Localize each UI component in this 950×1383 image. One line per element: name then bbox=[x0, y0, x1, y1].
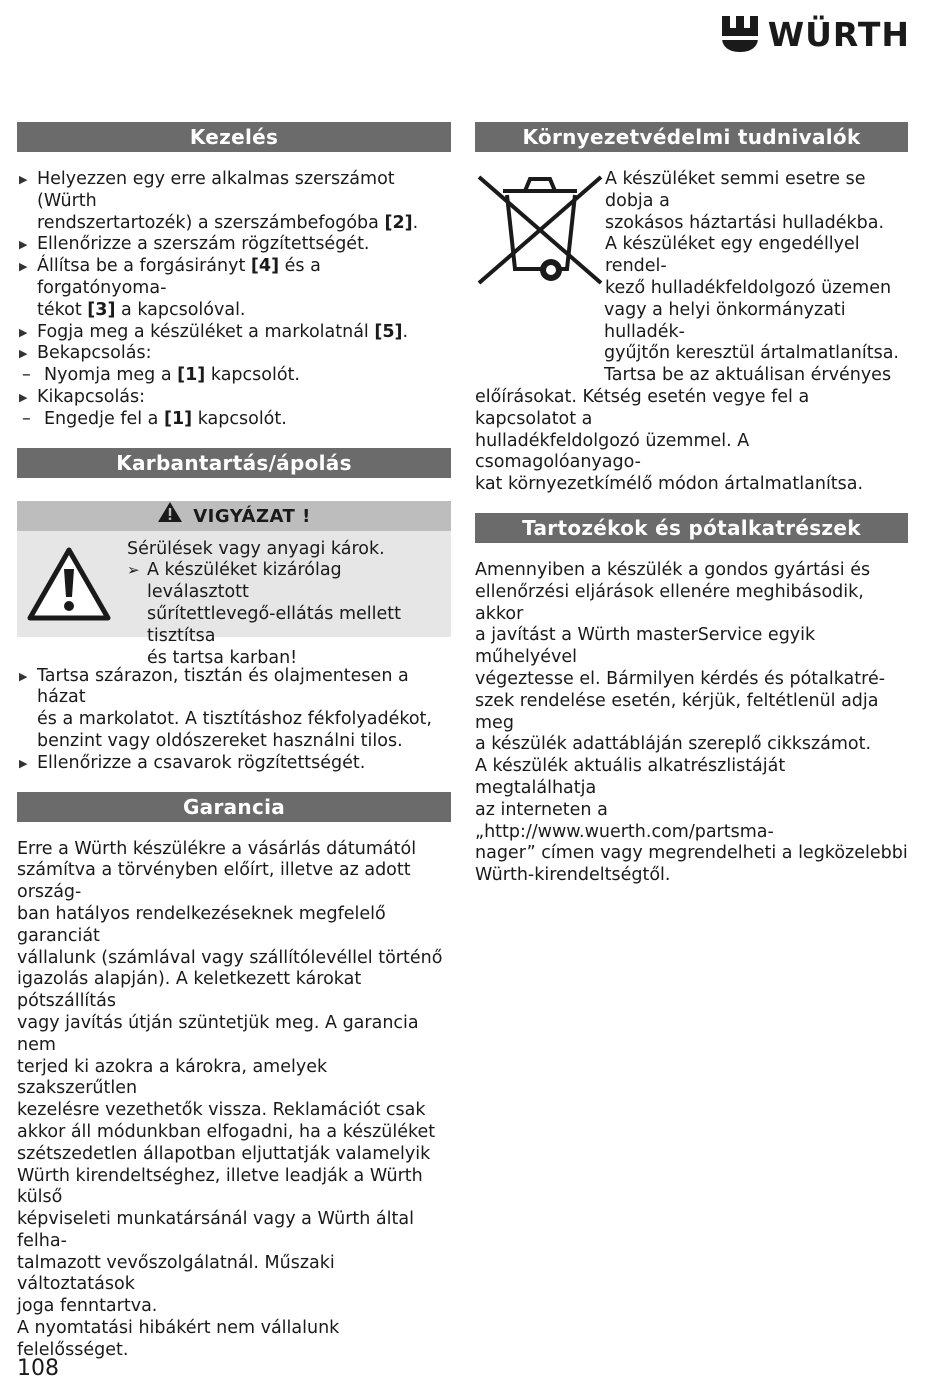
tartozekok-text: Amennyiben a készülék a gondos gyártási és ellenőrzési eljárások ellenére meghibásodik, akkor a javítást a Würth masterService egyik műhelyével végeztesse el. Bármilyen kérdés és pótalkatré- szek rendelése esetén, kérjük, feltétlenül adja meg a készülék adattábláján szereplő cikkszámot. A készülék aktuális alkatrészlistáját megtalálhatja az interneten a „http://www.wuerth.com/partsma- nager” címen vagy megrendelheti a legközelebbi Würth-kirendeltségtől. bbox=[475, 559, 908, 886]
section-header-karbantartas: Karbantartás/ápolás bbox=[17, 448, 451, 478]
section-header-kornyezet: Környezetvédelmi tudnivalók bbox=[475, 122, 908, 152]
left-column bbox=[17, 122, 451, 1362]
warning-text bbox=[127, 539, 447, 670]
page-number: 108 bbox=[17, 1356, 59, 1381]
section-header-kezeles: Kezelés bbox=[17, 122, 451, 152]
warning-box bbox=[17, 501, 451, 668]
warning-header bbox=[17, 501, 451, 531]
list-item: ▶ Tartsa szárazon, tisztán és olajmentesen a házat és a markolatot. A tisztításhoz fékfolyadékot, benzint vagy oldószereket használni tilos. bbox=[17, 666, 451, 753]
right-column bbox=[475, 122, 908, 887]
warning-instruction: ➢ A készüléket kizárólag leválasztott sűrítettlevegő-ellátás mellett tisztítsa és tartsa karban! bbox=[127, 560, 447, 669]
karbantartas-list bbox=[17, 666, 451, 775]
warning-body bbox=[17, 531, 451, 668]
wurth-logo-icon bbox=[720, 14, 760, 54]
list-item: ▶ Helyezzen egy erre alkalmas szerszámot (Würth rendszertartozék) a szerszámbefogóba [2]. bbox=[17, 169, 451, 234]
section-header-garancia: Garancia bbox=[17, 792, 451, 822]
list-item: ▶ Állítsa be a forgásirányt [4] és a forgatónyoma- tékot [3] a kapcsolóval. bbox=[17, 256, 451, 321]
kezeles-list bbox=[17, 169, 451, 431]
list-item: ▶ Kikapcsolás: bbox=[17, 387, 451, 409]
wurth-logo bbox=[720, 14, 910, 54]
crossed-out-bin-icon bbox=[475, 169, 605, 289]
list-item: ▶ Bekapcsolás: bbox=[17, 343, 451, 365]
warning-title: VIGYÁZAT ! bbox=[193, 505, 311, 527]
list-item: ▶ Ellenőrizze a csavarok rögzítettségét. bbox=[17, 753, 451, 775]
warning-triangle-icon bbox=[157, 501, 183, 533]
garancia-text: Erre a Würth készülékre a vásárlás dátumától számítva a törvényben előírt, illetve az adott ország- ban hatályos rendelkezéseknek megfelelő garanciát vállalunk (számlával vagy szállítólevéllel történő igazolás alapján). A keletkezett károkat pótszállítás vagy javítás útján szüntetjük meg. A garancia nem terjed ki azokra a károkra, amelyek szakszerűtlen kezelésre vezethetők vissza. Reklamációt csak akkor áll módunkban elfogadni, ha a készüléket szétszedetlen állapotban eljuttatják valamelyik Würth kirendeltséghez, illetve leadják a Würth külső képviseleti munkatársánál vagy a Würth által felha- talmazott vevőszolgálatnál. Műszaki változtatások joga fenntartva. A nyomtatási hibákért nem vállalunk felelősséget. bbox=[17, 838, 443, 1360]
list-item: – Nyomja meg a [1] kapcsolót. bbox=[17, 365, 451, 387]
kornyezet-text: A készüléket semmi esetre se dobja a szokásos háztartási hulladékba. A készüléket egy engedéllyel rendel- kező hulladékfeldolgozó üzemen vagy a helyi önkormányzati hulladék- gyűjtőn keresztül ártalmatlanítsa. Tartsa be az aktuálisan érvényes előírásokat. Kétség esetén vegye fel a kapcsolatot a hulladékfeldolgozó üzemmel. A csomagolóanyago- kat környezetkímélő módon ártalmatlanítsa. bbox=[475, 169, 899, 495]
wurth-logo-text: WÜRTH bbox=[767, 14, 910, 54]
list-item: – Engedje fel a [1] kapcsolót. bbox=[17, 409, 451, 431]
section-header-tartozekok: Tartozékok és pótalkatrészek bbox=[475, 513, 908, 543]
warning-large-icon bbox=[25, 545, 113, 627]
list-item: ▶ Ellenőrizze a szerszám rögzítettségét. bbox=[17, 234, 451, 256]
warning-line: Sérülések vagy anyagi károk. bbox=[127, 538, 385, 559]
list-item: ▶ Fogja meg a készüléket a markolatnál [5]. bbox=[17, 322, 451, 344]
